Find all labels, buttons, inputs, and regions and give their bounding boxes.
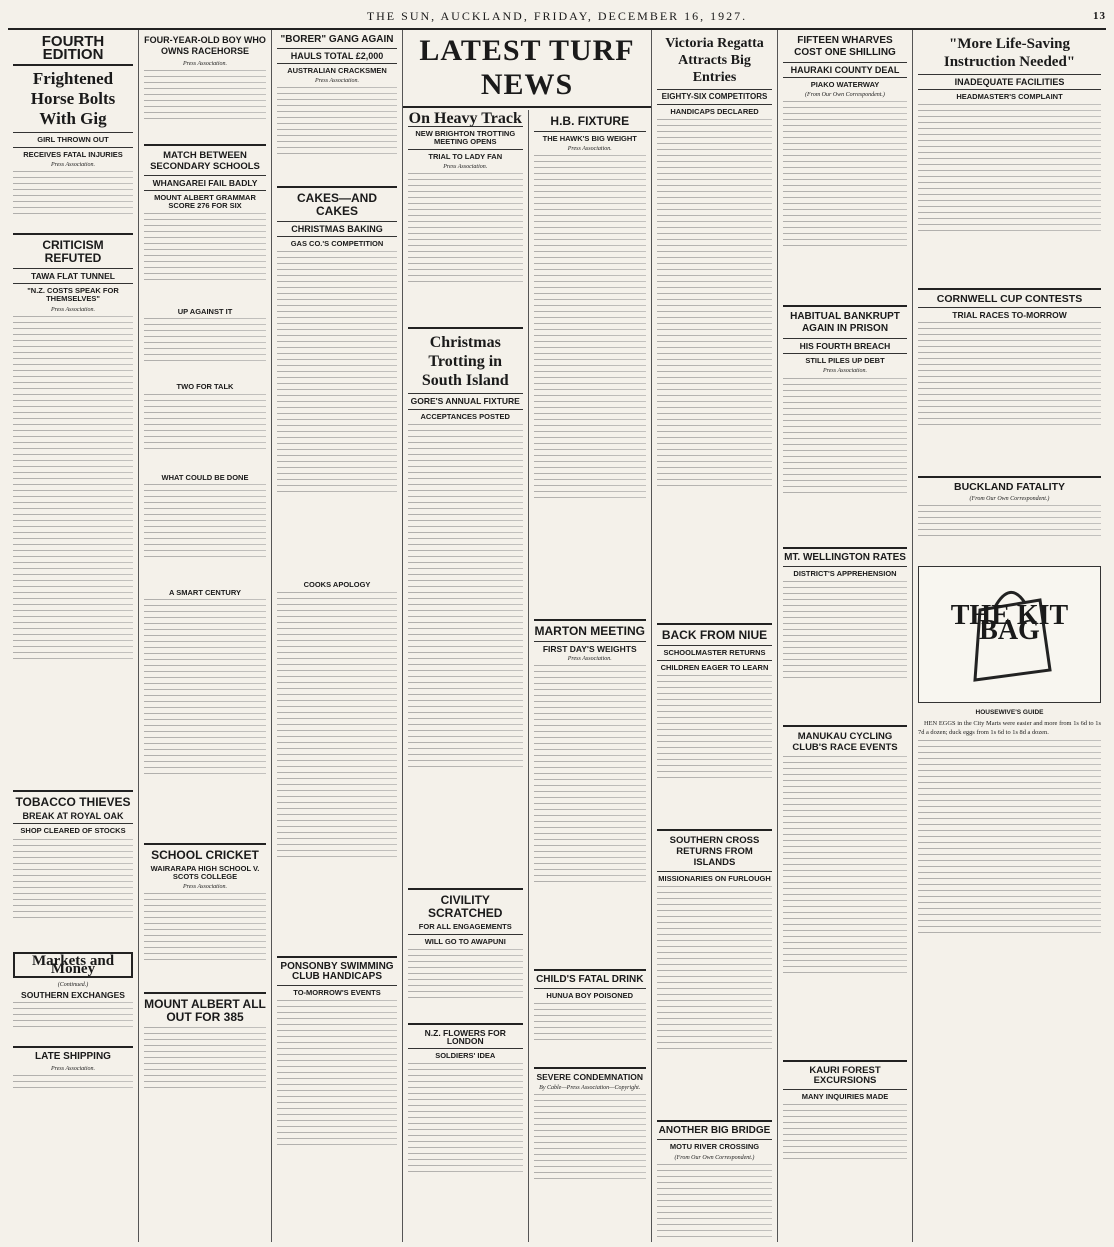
byline: Press Association. — [567, 146, 612, 153]
headline-borer-gang: "BORER" GANG AGAIN — [280, 34, 394, 45]
byline: (From Our Own Correspondent.) — [805, 92, 885, 99]
byline: (From Our Own Correspondent.) — [969, 496, 1050, 503]
article-body — [144, 70, 266, 140]
acceptance-lists — [408, 424, 523, 884]
byline: Press Association. — [443, 164, 488, 171]
headline-criticism-refuted: CRITICISM REFUTED — [42, 238, 104, 266]
subhead-tawa-flat: TAWA FLAT TUNNEL — [31, 271, 115, 282]
scoreboard — [144, 599, 266, 839]
masthead-title: THE SUN, AUCKLAND, FRIDAY, DECEMBER 16, 1927. — [366, 8, 748, 23]
subhead-all-engagements: FOR ALL ENGAGEMENTS — [418, 921, 512, 931]
article-body — [277, 251, 397, 581]
article-body — [534, 1094, 647, 1214]
headline-late-shipping: LATE SHIPPING — [35, 1051, 111, 1063]
headline-childs-fatal-drink: CHILD'S FATAL DRINK — [536, 974, 644, 986]
subhead-fatal-injuries: RECEIVES FATAL INJURIES — [23, 150, 123, 160]
headline-fifteen-wharves: FIFTEEN WHARVES COST ONE SHILLING — [794, 35, 896, 58]
subhead-piles-up-debt: STILL PILES UP DEBT — [805, 356, 885, 366]
subhead-tomorrows-events: TO-MORROW'S EVENTS — [293, 987, 381, 997]
article-body — [783, 581, 907, 721]
article-body — [144, 1027, 266, 1117]
subhead-southern-exchanges: SOUTHERN EXCHANGES — [21, 990, 125, 1001]
masthead — [8, 4, 1106, 30]
article-body — [144, 394, 266, 474]
headline-kauri-forest: KAURI FOREST EXCURSIONS — [809, 1064, 881, 1086]
article-body — [144, 213, 266, 308]
subhead-mount-albert-score: MOUNT ALBERT GRAMMAR SCORE 276 FOR SIX — [154, 193, 256, 211]
headline-another-big-bridge: ANOTHER BIG BRIDGE — [658, 1125, 771, 1137]
race-results — [408, 173, 523, 323]
fourth-edition-heading: FOURTH EDITION — [13, 35, 133, 66]
headline-mt-wellington-rates: MT. WELLINGTON RATES — [784, 551, 906, 563]
headline-christmas-trotting: Christmas Trotting in South Island — [421, 334, 509, 390]
byline: Press Association. — [567, 656, 612, 663]
byline: Press Association. — [182, 61, 227, 67]
article-body — [13, 1075, 133, 1105]
subhead-awapuni: WILL GO TO AWAPUNI — [424, 936, 506, 946]
byline: Press Association. — [182, 883, 227, 890]
article-body — [657, 119, 772, 619]
continued-label: (Continued.) — [57, 982, 89, 989]
article-body — [277, 1000, 397, 1200]
column-6 — [652, 30, 778, 1242]
headline-markets-money: Markets and Money — [31, 952, 115, 977]
article-body — [408, 949, 523, 1019]
article-body — [657, 675, 772, 825]
subhead-nz-costs: "N.Z. COSTS SPEAK FOR THEMSELVES" — [27, 286, 119, 304]
headline-marton-meeting: MARTON MEETING — [534, 624, 645, 639]
subhead-hunua-boy: HUNUA BOY POISONED — [546, 991, 634, 1001]
article-body — [783, 101, 907, 301]
headline-school-cricket: SCHOOL CRICKET — [151, 847, 259, 862]
headline-southern-cross: SOUTHERN CROSS RETURNS FROM ISLANDS — [669, 835, 760, 869]
subhead-gores-annual: GORE'S ANNUAL FIXTURE — [410, 396, 520, 407]
byline: Press Association. — [50, 162, 95, 169]
kit-bag-title: THE KIT BAG — [950, 600, 1069, 647]
page-number: 13 — [1093, 10, 1106, 22]
headline-life-saving: "More Life-Saving Instruction Needed" — [943, 36, 1076, 70]
subhead-schoolmaster: SCHOOLMASTER RETURNS — [663, 648, 766, 658]
byline: Press Association. — [822, 368, 867, 375]
subhead-royal-oak: BREAK AT ROYAL OAK — [22, 810, 124, 821]
article-body — [277, 87, 397, 182]
subhead-whangarei: WHANGAREI FAIL BADLY — [152, 178, 258, 189]
subhead-missionaries: MISSIONARIES ON FURLOUGH — [658, 874, 771, 884]
article-body — [13, 1002, 133, 1042]
subhead-hauls-total: HAULS TOTAL £2,000 — [290, 51, 384, 61]
subhead-gas-co: GAS CO.'S COMPETITION — [290, 239, 384, 249]
handicap-tables — [534, 155, 647, 615]
column-7 — [778, 30, 913, 1242]
headline-severe-condemnation: SEVERE CONDEMNATION — [536, 1072, 644, 1083]
subhead-shop-cleared: SHOP CLEARED OF STOCKS — [20, 825, 126, 835]
subhead-cooks-apology: COOKS APOLOGY — [303, 580, 371, 590]
headline-victoria-regatta: Victoria Regatta Attracts Big Entries — [665, 36, 764, 85]
article-body — [408, 1063, 523, 1213]
kit-bag-text: HEN EGGS in the City Marts were easier and more from 1s 6d to 1s 7d a dozen; duck eggs from 1s 6d to 1s 8d a dozen. — [918, 720, 1101, 736]
article-body — [13, 171, 133, 229]
subhead-soldiers-idea: SOLDIERS' IDEA — [435, 1051, 496, 1061]
subhead-headmasters-complaint: HEADMASTER'S COMPLAINT — [956, 92, 1063, 102]
headline-tobacco-thieves: TOBACCO THIEVES — [15, 794, 131, 809]
column-2 — [139, 30, 272, 1242]
article-body — [918, 322, 1101, 472]
headline-ponsonby-swimming: PONSONBY SWIMMING CLUB HANDICAPS — [280, 960, 394, 982]
article-body — [534, 1003, 647, 1063]
headline-nz-flowers: N.Z. FLOWERS FOR LONDON — [424, 1027, 506, 1046]
banner-latest-turf-news: LATEST TURF NEWS — [403, 34, 651, 108]
subhead-two-for-talk: TWO FOR TALK — [176, 382, 234, 392]
headline-cakes: CAKES—AND CAKES — [296, 191, 377, 219]
subhead-hauraki-county: HAURAKI COUNTY DEAL — [790, 65, 900, 75]
subhead-districts-apprehension: DISTRICT'S APPREHENSION — [793, 568, 897, 578]
article-body — [657, 1164, 772, 1242]
subhead-wairarapa: WAIRARAPA HIGH SCHOOL V. SCOTS COLLEGE — [150, 863, 260, 881]
subhead-girl-thrown: GIRL THROWN OUT — [37, 135, 109, 144]
subhead-fourth-breach: HIS FOURTH BREACH — [799, 341, 891, 352]
headline-manukau-cycling: MANUKAU CYCLING CLUB'S RACE EVENTS — [792, 730, 898, 753]
headline-mount-albert-385: MOUNT ALBERT ALL OUT FOR 385 — [144, 997, 266, 1025]
article-body — [918, 505, 1101, 560]
subhead-piako-waterway: PIAKO WATERWAY — [810, 80, 880, 90]
headline-buckland-fatality: BUCKLAND FATALITY — [953, 481, 1065, 494]
weights-tables — [534, 665, 647, 965]
headline-frightened-horse: Frightened Horse Bolts With Gig — [30, 69, 116, 128]
headline-civility-scratched: CIVILITY SCRATCHED — [428, 892, 503, 920]
article-body — [13, 316, 133, 786]
markets-box — [13, 952, 133, 978]
subhead-what-could-be-done: WHAT COULD BE DONE — [161, 472, 249, 482]
subhead-trial-races: TRIAL RACES TO-MORROW — [952, 310, 1067, 321]
subhead-up-against-it: UP AGAINST IT — [177, 307, 233, 317]
byline: Press Association. — [50, 306, 95, 313]
headline-heavy-track: On Heavy Track — [408, 110, 522, 127]
byline: By Cable—Press Association—Copyright. — [539, 1084, 641, 1091]
subhead-children-eager: CHILDREN EAGER TO LEARN — [660, 663, 769, 673]
headline-hb-fixture: H.B. FIXTURE — [550, 114, 630, 128]
article-body — [144, 318, 266, 383]
byline: Press Association. — [314, 78, 359, 85]
headline-cornwell-cup: CORNWELL CUP CONTESTS — [936, 293, 1083, 306]
kit-bag-ad — [918, 566, 1101, 703]
article-body — [277, 592, 397, 952]
subhead-motu-river: MOTU RIVER CROSSING — [669, 1142, 760, 1152]
column-1 — [8, 30, 139, 1242]
headline-four-year-old: FOUR-YEAR-OLD BOY WHO OWNS RACEHORSE — [144, 35, 266, 56]
article-body — [13, 839, 133, 949]
article-body — [918, 740, 1101, 1010]
subhead-smart-century: A SMART CENTURY — [169, 587, 241, 597]
subhead-handicaps-declared: HANDICAPS DECLARED — [670, 107, 759, 117]
subhead-inadequate-facilities: INADEQUATE FACILITIES — [954, 77, 1065, 87]
headline-habitual-bankrupt: HABITUAL BANKRUPT AGAIN IN PRISON — [790, 311, 900, 335]
subhead-many-inquiries: MANY INQUIRIES MADE — [801, 1091, 889, 1101]
subhead-acceptances: ACCEPTANCES POSTED — [420, 411, 510, 421]
article-body — [783, 1104, 907, 1184]
subhead-housewives-guide: HOUSEWIVE'S GUIDE — [975, 709, 1044, 717]
byline: (From Our Own Correspondent.) — [674, 1154, 755, 1161]
subhead-christmas-baking: CHRISTMAS BAKING — [291, 224, 383, 235]
headline-back-from-niue: BACK FROM NIUE — [661, 628, 768, 643]
article-body — [918, 104, 1101, 284]
article-body — [657, 886, 772, 1116]
headline-match-schools: MATCH BETWEEN SECONDARY SCHOOLS — [150, 150, 260, 173]
column-8 — [913, 30, 1106, 1242]
article-body — [144, 893, 266, 988]
column-4 — [403, 110, 529, 1242]
column-5 — [529, 110, 652, 1242]
article-body — [783, 378, 907, 543]
article-body — [783, 756, 907, 1056]
subhead-lady-fan: TRIAL TO LADY FAN — [428, 152, 503, 162]
subhead-eighty-six: EIGHTY-SIX COMPETITORS — [661, 92, 768, 101]
column-3 — [272, 30, 403, 1242]
subhead-hawks-weight: THE HAWK'S BIG WEIGHT — [542, 134, 637, 143]
article-body — [144, 484, 266, 589]
byline: Press Association. — [50, 1066, 95, 1073]
subhead-australian-cracksmen: AUSTRALIAN CRACKSMEN — [287, 66, 387, 76]
subhead-first-days-weights: FIRST DAY'S WEIGHTS — [542, 644, 637, 655]
subhead-new-brighton: NEW BRIGHTON TROTTING MEETING OPENS — [415, 129, 516, 147]
turf-news-section — [403, 30, 652, 1242]
